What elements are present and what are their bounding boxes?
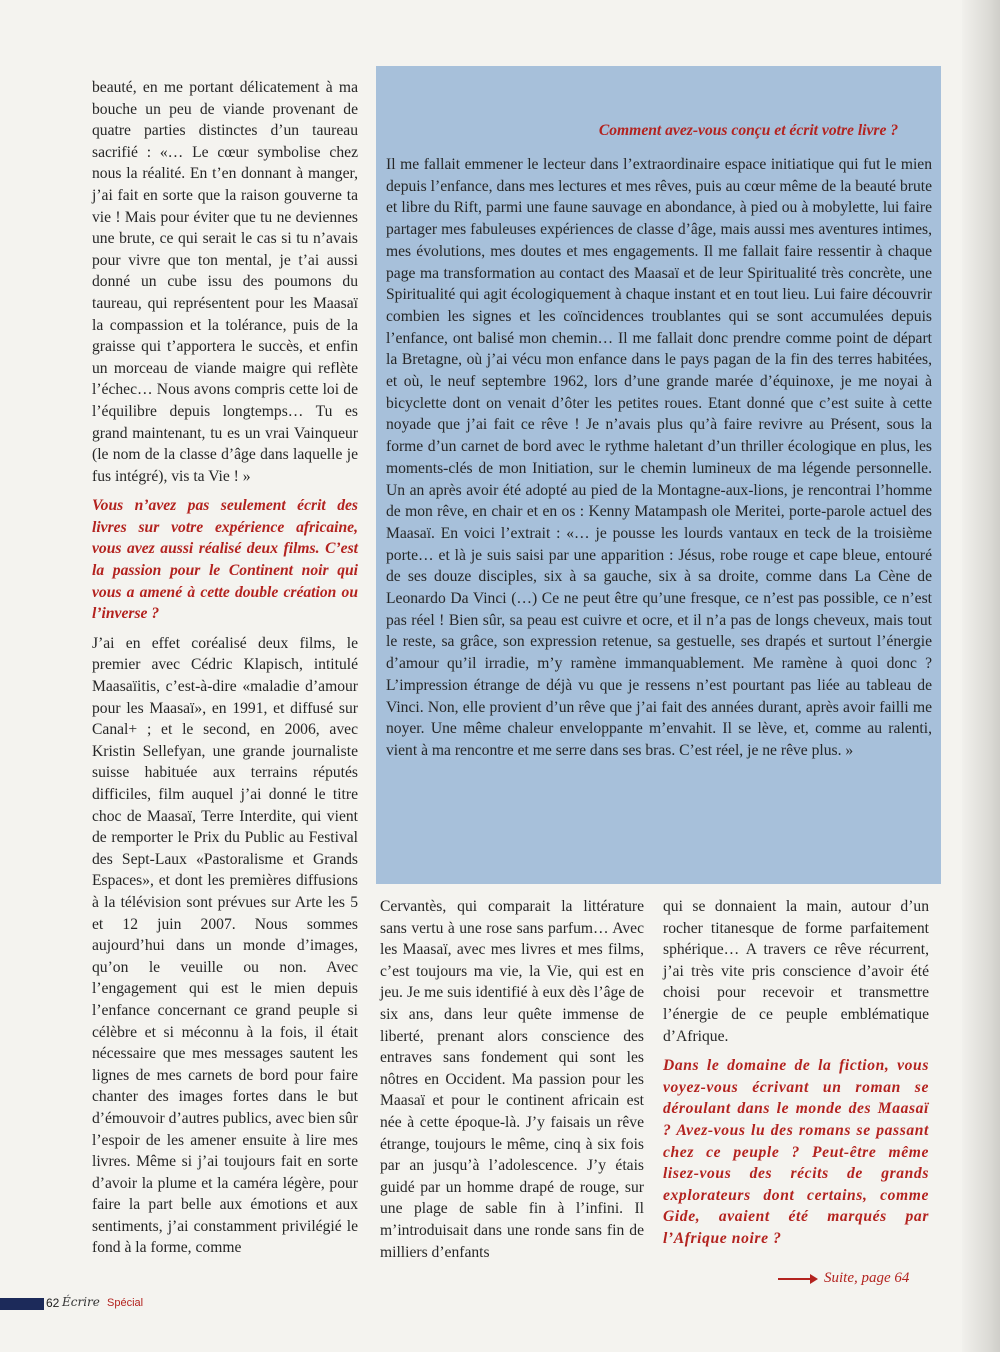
box-body	[386, 154, 932, 762]
middle-column	[380, 896, 644, 1263]
box-question-title: Comment avez-vous conçu et écrit votre livre ?	[598, 122, 899, 139]
highlight-box	[376, 66, 941, 884]
continued-link[interactable]	[778, 1270, 909, 1287]
middle-paragraph: Cervantès, qui comparait la littérature sans vertu à une rose sans parfum… Avec les Maasaï, avec mes livres et mes films, c’est toujours ma vie, la Vie, qui est en jeu. Je me suis identifié à eux dès l’âge de six ans, dans leur quête immense de liberté, prenant alors conscience des entraves sans fondement qui sont les nôtres en Occident. Ma passion pour les Maasaï et pour le continent africain est née à cette époque-là. J’y faisais un rêve étrange, toujours le même, cinq à six fois par an jusqu’à l’adolescence. J’y étais guidé par un homme drapé de rouge, sur une plage de sable fin à l’infini. Il m’introduisait dans une ronde sans fin de milliers d’enfants	[380, 898, 644, 1261]
left-paragraph-1: beauté, en me portant délicatement à ma bouche un peu de viande provenant de quatre parties distinctes d’un taureau sacrifié : «… Le cœur symbolise chez nous la réalité. En t’en donnant à manger, j’ai fait en sorte que la raison gouverne ta vie ! Mais pour éviter que tu ne deviennes une brute, ce qui serait le cas si tu n’avais pour vivre que ton mental, je t’ai aussi donné un cube issu des poumons du taureau, qui représentent pour les Maasaï la compassion et la tolérance, puis de la graisse qui t’apportera le succès, et enfin un morceau de viande maigre qui reflète l’échec… Nous avons compris cette loi de l’équilibre depuis longtemps… Tu es grand maintenant, tu es un vrai Vainqueur (le nom de la classe d’âge dans laquelle je fus intégré), vis ta Vie ! »	[92, 79, 358, 485]
magazine-logo: Écrire	[62, 1295, 100, 1309]
page-number: 62	[46, 1296, 60, 1310]
left-paragraph-2: J’ai en effet coréalisé deux films, le premier avec Cédric Klapisch, intitulé Maasaïitis, c’est-à-dire «maladie d’amour pour les Maasaï», en 1991, et diffusé sur Canal+ ; et le second, en 2006, avec Kristin Sellefyan, une grande journaliste suisse habituée aux terrains réputés difficiles, film auquel j’ai donné le titre choc de Maasaï, Terre Interdite, qui vient de remporter le Prix du Public au Festival des Sept-Laux «Pastoralisme et Grands Espaces», et dont les premières diffusions à la télévision sont prévues sur Arte les 5 et 12 juin 2007. Nous sommes aujourd’hui dans un monde d’images, qu’on le veuille ou non. Avec l’engagement qui est le mien depuis l’enfance concernant ce grand peuple si célèbre et si méconnu à la fois, il était nécessaire que mes messages sautent les lignes de mes carnets de bord pour faire chanter des images fortes dans le but d’émouvoir d’autres publics, avec bien sûr l’espoir de les amener ensuite à lire mes livres. Même si j’ai toujours fait en sorte d’avoir la plume et la caméra légère, pour faire la part belle aux émotions et aux sentiments, j’ai constamment privilégié le fond à la forme, comme	[92, 634, 358, 1257]
continued-label: Suite, page 64	[824, 1270, 910, 1286]
right-paragraph: qui se donnaient la main, autour d’un rocher titanesque de forme parfaitement sphérique… A travers ce rêve récurrent, j’ai très vite pris conscience d’avoir été choisi pour recevoir et transmettre l’énergie de ce peuple emblématique d’Afrique.	[663, 898, 929, 1045]
footer-color-bar	[0, 1298, 44, 1310]
box-paragraph: Il me fallait emmener le lecteur dans l’extraordinaire espace initiatique qui fut le mien depuis l’enfance, dans mes lectures et mes rêves, puis au cœur même de la beauté brute et libre du Rift, parmi une faune sauvage en abondance, à pied ou à mobylette, lui faire partager mes fabuleuses expériences de classe d’âge, mais aussi mes aventures intimes, mes évolutions, mes doutes et mes engagements. Il me fallait faire ressentir à chaque page ma transformation au contact des Maasaï et de leur Spiritualité très concrète, une Spiritualité qui agit écologiquement à chaque instant et en tout lieu. Lui faire découvrir combien les signes et les coïncidences troublantes qui se sont accumulées depuis l’enfance, ont balisé mon chemin… Il me fallait donc prendre comme point de départ la Bretagne, où j’ai vécu mon enfance dans le pays pagan de la fin des terres habitées, et où, le neuf septembre 1962, lors d’une grande marée d’équinoxe, je me noyai à bicyclette dont on venait d’ôter les petites roues. Etant donné que c’est suite à cette noyade que j’ai fait ce rêve ! Je n’avais plus qu’à faire revivre au Présent, sous la forme d’un carnet de bord avec le rythme haletant d’un thriller écologique en plus, les moments-clés de mon Initiation, sur le chemin lumineux de ma légende personnelle. Un an après avoir été adopté au pied de la Montagne-aux-lions, je rencontrai l’homme de mon rêve, en chair et en os : Kenny Matampash ole Meritei, porte-parole actuel des Maasaï. En voici l’extrait : «… je pousse les lourds vantaux en teck de la troisième porte… et là je suis saisi par une apparition : Jésus, robe rouge et cape bleue, entouré de ses douze disciples, six à sa gauche, six à sa droite, comme dans La Cène de Leonardo Da Vinci (…) Ce ne peut être qu’une fresque, ce n’est pas possible, ce n’est pas réel ! Bien sûr, sa peau est cuivre et ocre, et il n’a pas de longs cheveux, mais tout le reste, sa grâce, son expression retenue, sa gestuelle, ses drapés et surtout l’énergie d’amour qu’il irradie, m’y ramène immanquablement. Me ramène à quoi donc ? L’impression étrange de déjà vu que je ressens n’est pourtant pas liée au tableau de Vinci. Non, elle provient d’un rêve que j’ai fait des années durant, après avoir failli me noyer. Une même chaleur enveloppante m’envahit. Il se lève, et, comme au ralenti, vient à ma rencontre et me serre dans ses bras. C’est réel, je ne rêve plus. »	[386, 156, 932, 759]
left-column	[92, 77, 358, 1259]
interview-question-films: Vous n’avez pas seulement écrit des livres sur votre expérience africaine, vous avez aussi réalisé deux films. C’est la passion pour le Continent noir qui vous a amené à cette double création ou l’inverse ?	[92, 497, 358, 623]
page-edge-shadow	[962, 0, 1000, 1352]
right-arrow-icon	[778, 1278, 814, 1280]
right-column	[663, 896, 929, 1258]
interview-question-fiction: Dans le domaine de la fiction, vous voyez-vous écrivant un roman se déroulant dans le monde des Maasaï ? Avez-vous lu des romans se passant chez ce peuple ? Peut-être même lisez-vous des récits de grands explorateurs dont certains, comme Gide, avaient été marqués par l’Afrique noire ?	[663, 1057, 929, 1247]
magazine-issue-label: Spécial	[107, 1297, 144, 1309]
